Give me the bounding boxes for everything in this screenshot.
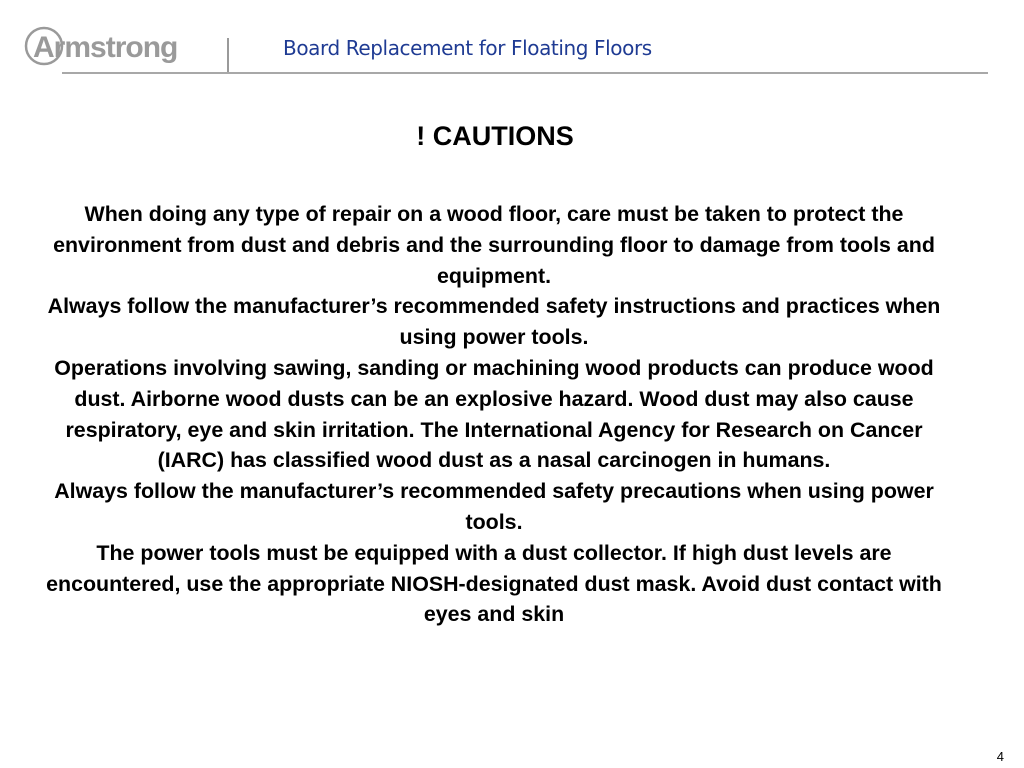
cautions-body — [38, 199, 950, 630]
caution-paragraph-dust-collector: The power tools must be equipped with a dust collector. If high dust levels are encountered, use the appropriate NIOSH-designated dust mask. Avoid dust contact with eyes and skin — [46, 540, 942, 627]
caution-paragraph-dust-debris: When doing any type of repair on a wood floor, care must be taken to protect the environment from dust and debris and the surrounding floor to damage from tools and equipment. — [53, 202, 935, 288]
slide-title: Board Replacement for Floating Floors — [283, 36, 652, 60]
caution-paragraph-safety-precautions: Always follow the manufacturer’s recommended safety precautions when using power tools. — [54, 479, 934, 534]
header-rule — [62, 72, 988, 74]
caution-paragraph-safety-instructions: Always follow the manufacturer’s recommended safety instructions and practices when using power tools. — [47, 294, 941, 350]
armstrong-logo-icon — [24, 25, 208, 69]
page-number: 4 — [996, 749, 1004, 764]
logo-text: Armstrong — [33, 31, 178, 64]
header-divider — [227, 38, 229, 72]
cautions-heading: ! CAUTIONS — [416, 121, 574, 151]
armstrong-logo — [24, 25, 208, 69]
caution-paragraph-wood-dust: Operations involving sawing, sanding or machining wood products can produce wood dust. Airborne wood dusts can be an explosive hazard. Wood dust may also cause respiratory, eye and skin irritation. The International Agency for Research on Cancer (IARC) has classified wood dust as a nasal carcinogen in humans. — [54, 355, 934, 473]
